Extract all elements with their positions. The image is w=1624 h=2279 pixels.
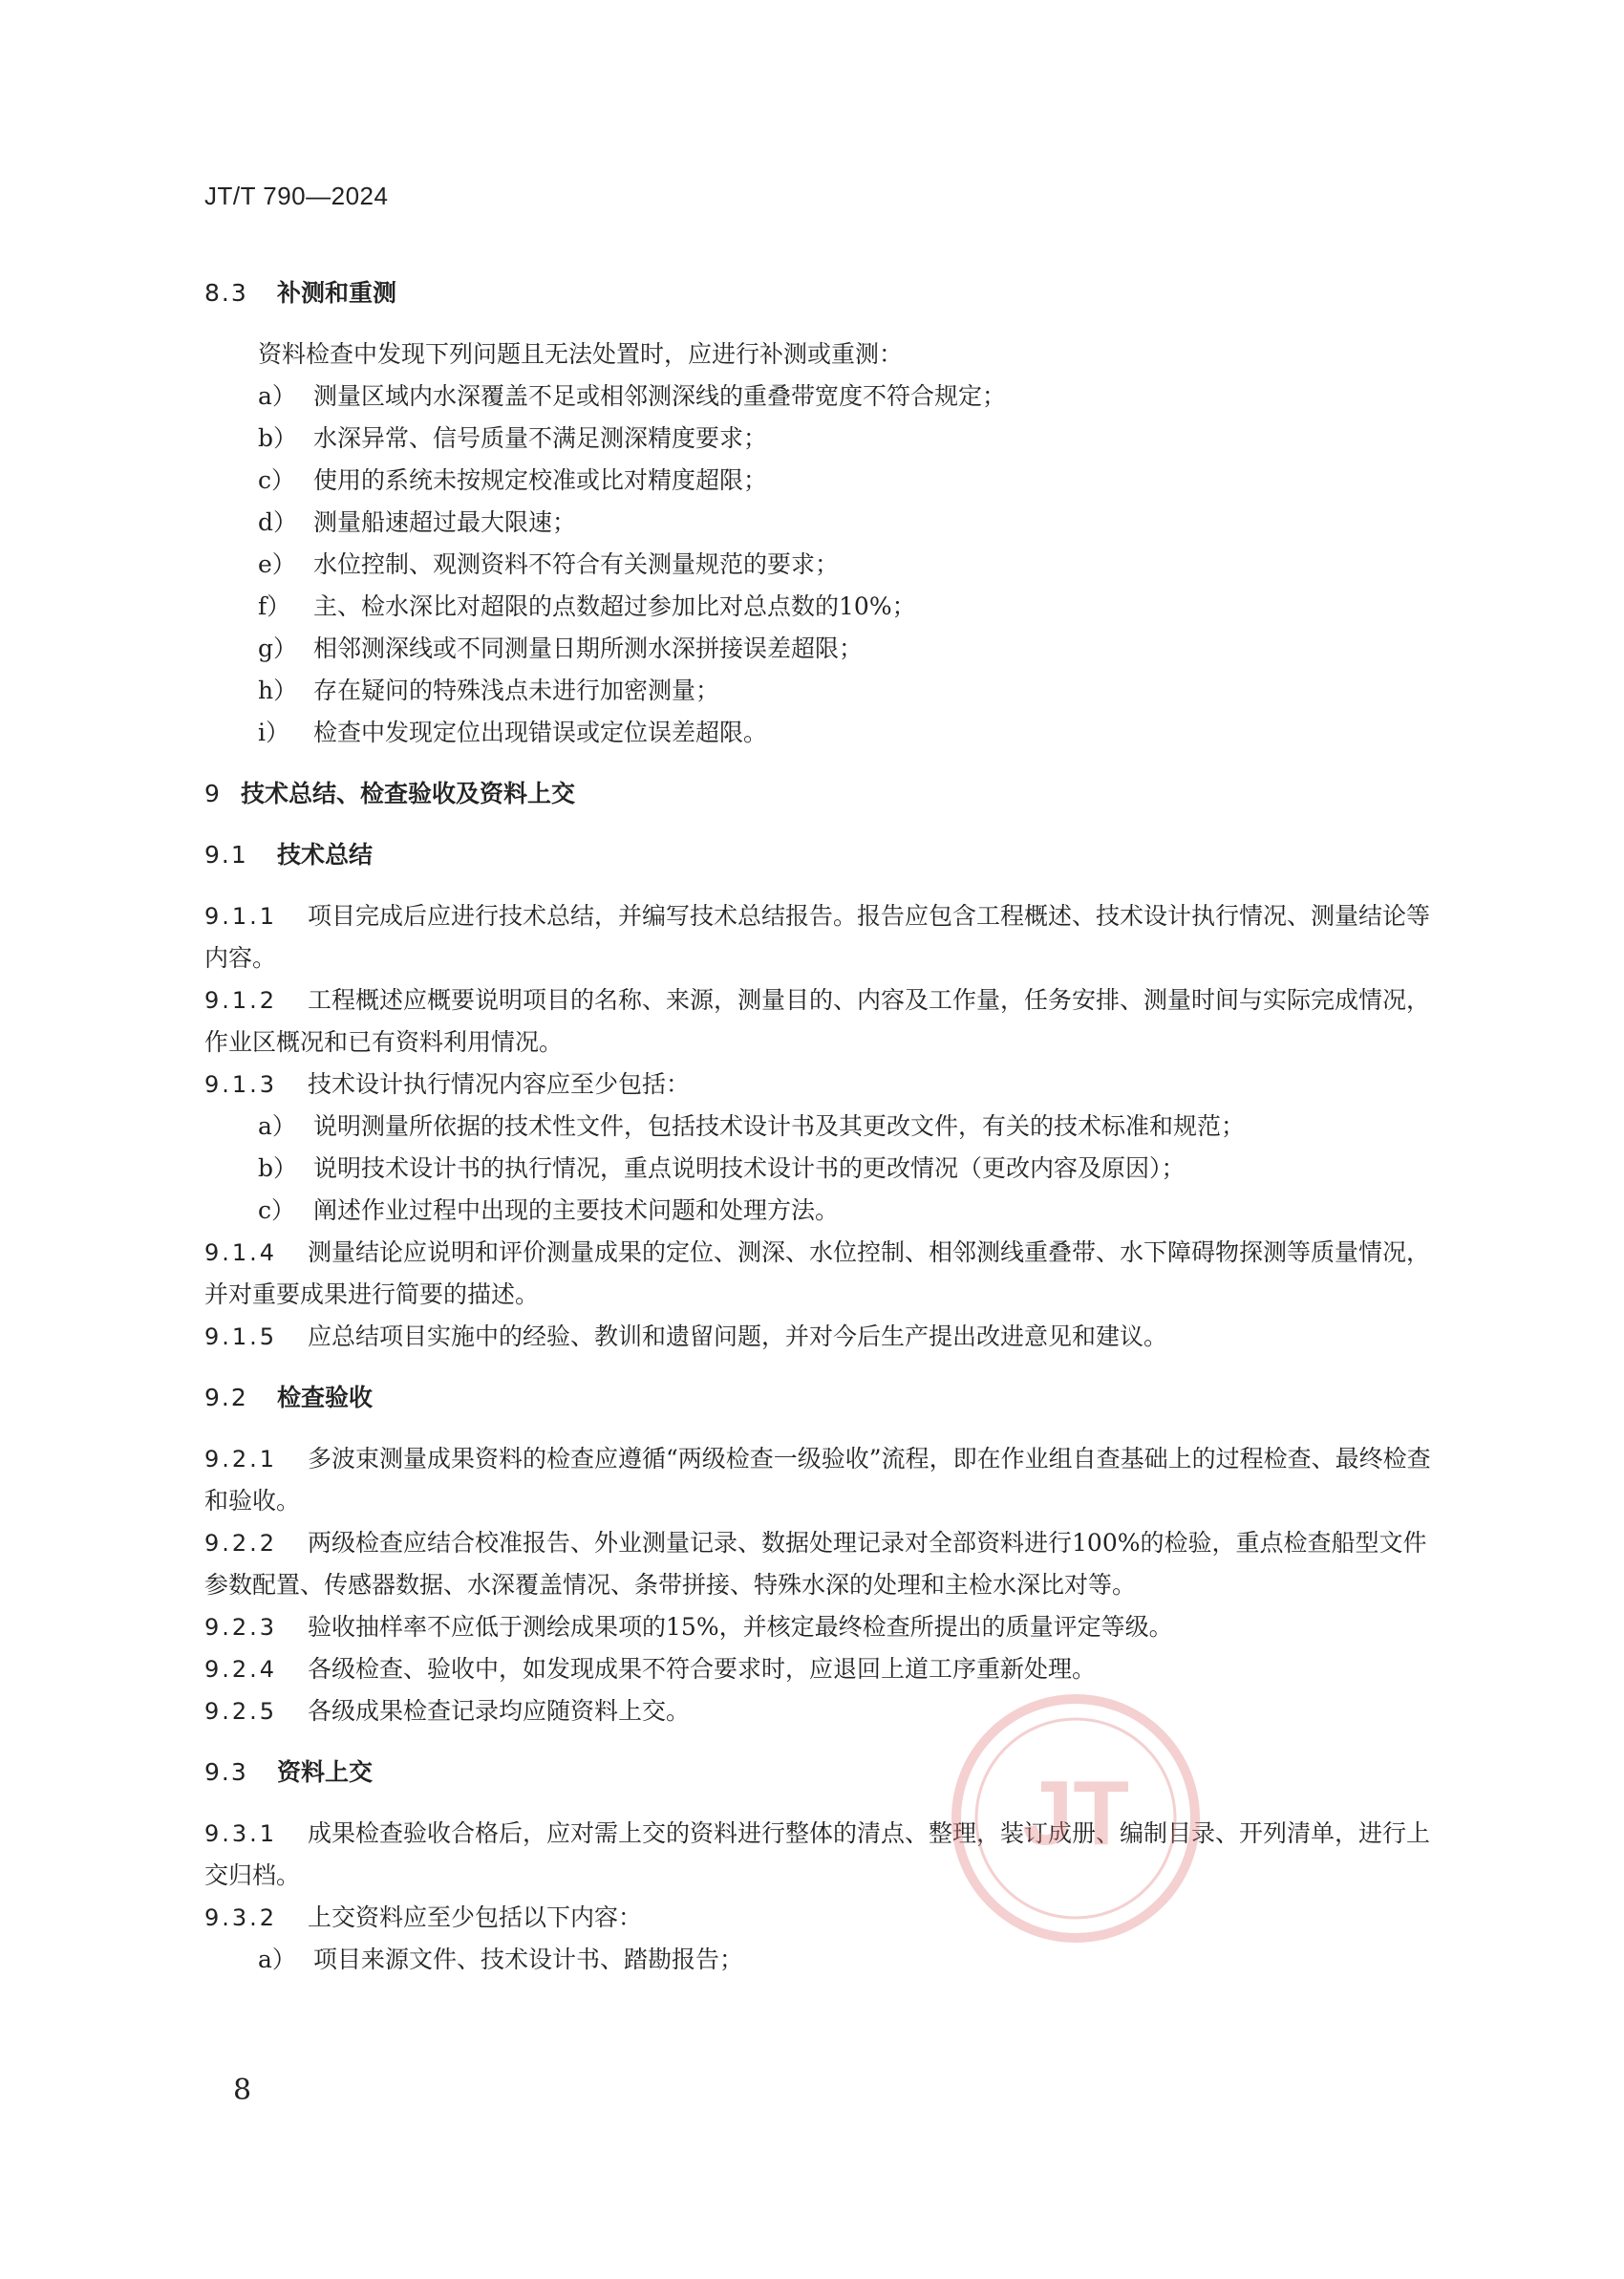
section-title: 资料上交 [277, 1758, 374, 1786]
list-item [204, 586, 1437, 628]
clause-text: 各级成果检查记录均应随资料上交。 [308, 1697, 691, 1725]
list-text: 水位控制、观测资料不符合有关测量规范的要求； [313, 550, 840, 578]
list-text: 使用的系统未按规定校准或比对精度超限； [313, 466, 768, 494]
list-text: 主、检水深比对超限的点数超过参加比对总点数的10%； [313, 592, 916, 620]
chapter-number: 9 [204, 780, 222, 807]
clause-text: 两级检查应结合校准报告、外业测量记录、数据处理记录对全部资料进行100%的检验，重点检查船型文件参数配置、传感器数据、水深覆盖情况、条带拼接、特殊水深的处理和主检水深比对等。 [204, 1529, 1427, 1599]
clause-number: 9.3.1 [204, 1820, 278, 1847]
clause-number: 9.1.4 [204, 1239, 278, 1266]
section-title: 补测和重测 [277, 279, 397, 307]
clause-number: 9.1.3 [204, 1071, 278, 1098]
stamp-lettering: JT [1021, 1762, 1130, 1864]
clause-number: 9.2.3 [204, 1614, 278, 1641]
list-item [204, 670, 1437, 712]
clause-9-2-2 [204, 1522, 1437, 1606]
section-heading-9-1 [204, 834, 1437, 876]
clause-9-2-3 [204, 1606, 1437, 1648]
list-marker: b） [258, 1154, 298, 1182]
clause-number: 9.2.2 [204, 1530, 278, 1557]
clause-number: 9.1.1 [204, 903, 278, 930]
chapter-title: 技术总结、检查验收及资料上交 [241, 780, 576, 807]
list-item [204, 712, 1437, 754]
list-text: 水深异常、信号质量不满足测深精度要求； [313, 424, 768, 452]
list-text: 项目来源文件、技术设计书、踏勘报告； [313, 1946, 744, 1973]
section-heading-8-3 [204, 272, 1437, 314]
list-marker: a） [258, 1112, 296, 1140]
list-text: 说明测量所依据的技术性文件，包括技术设计书及其更改文件，有关的技术标准和规范； [313, 1112, 1246, 1140]
list-marker: e） [258, 550, 296, 578]
clause-text: 工程概述应概要说明项目的名称、来源，测量目的、内容及工作量，任务安排、测量时间与实际完成情况，作业区概况和已有资料利用情况。 [204, 986, 1431, 1056]
list-text: 说明技术设计书的执行情况，重点说明技术设计书的更改情况（更改内容及原因）； [313, 1154, 1186, 1182]
clause-9-1-4 [204, 1232, 1437, 1316]
list-marker: a） [258, 382, 296, 410]
list-marker: i） [258, 719, 289, 746]
section-number: 8.3 [204, 279, 248, 307]
clause-9-3-2 [204, 1897, 1437, 1939]
clause-9-1-5 [204, 1316, 1437, 1358]
clause-number: 9.2.5 [204, 1698, 278, 1725]
jt-stamp-watermark [951, 1693, 1201, 1944]
list-text: 测量区域内水深覆盖不足或相邻测深线的重叠带宽度不符合规定； [313, 382, 1007, 410]
clause-9-1-2 [204, 979, 1437, 1064]
section-number: 9.1 [204, 841, 248, 869]
clause-number: 9.2.1 [204, 1446, 278, 1473]
list-item [204, 460, 1437, 502]
clause-text: 各级检查、验收中，如发现成果不符合要求时，应退回上道工序重新处理。 [308, 1655, 1097, 1683]
clause-9-2-5 [204, 1690, 1437, 1732]
list-item [204, 1190, 1437, 1232]
list-item [204, 1939, 1437, 1981]
list-marker: f） [258, 592, 291, 620]
list-text: 测量船速超过最大限速； [313, 508, 577, 536]
clause-9-2-4 [204, 1648, 1437, 1690]
list-item [204, 376, 1437, 418]
list-text: 阐述作业过程中出现的主要技术问题和处理方法。 [313, 1196, 840, 1224]
list-text: 存在疑问的特殊浅点未进行加密测量； [313, 677, 720, 704]
clause-text: 成果检查验收合格后，应对需上交的资料进行整体的清点、整理，装订成册、编制目录、开列清单，进行上交归档。 [204, 1819, 1431, 1889]
list-item [204, 1148, 1437, 1190]
list-item [204, 418, 1437, 460]
section-number: 9.2 [204, 1384, 248, 1411]
section-heading-9-3 [204, 1752, 1437, 1794]
clause-text: 测量结论应说明和评价测量成果的定位、测深、水位控制、相邻测线重叠带、水下障碍物探测等质量情况，并对重要成果进行简要的描述。 [204, 1238, 1431, 1308]
clause-text: 上交资料应至少包括以下内容： [308, 1903, 643, 1931]
section-title: 技术总结 [277, 841, 374, 869]
list-item [204, 544, 1437, 586]
list-text: 检查中发现定位出现错误或定位误差超限。 [313, 719, 768, 746]
list-marker: a） [258, 1946, 296, 1973]
clause-9-1-1 [204, 895, 1437, 979]
list-item [204, 628, 1437, 670]
clause-number: 9.1.2 [204, 987, 278, 1014]
list-item [204, 1106, 1437, 1148]
list-marker: g） [258, 634, 298, 662]
page-content [204, 272, 1437, 1981]
clause-9-2-1 [204, 1438, 1437, 1522]
section-intro: 资料检查中发现下列问题且无法处置时，应进行补测或重测： [258, 340, 904, 368]
section-title: 检查验收 [277, 1384, 374, 1411]
list-marker: b） [258, 424, 298, 452]
list-item [204, 502, 1437, 544]
section-heading-9-2 [204, 1377, 1437, 1419]
clause-text: 应总结项目实施中的经验、教训和遗留问题，并对今后生产提出改进意见和建议。 [308, 1322, 1168, 1350]
page-number: 8 [233, 2074, 252, 2107]
list-marker: c） [258, 1196, 296, 1224]
clause-9-3-1 [204, 1813, 1437, 1897]
list-marker: d） [258, 508, 298, 536]
clause-number: 9.3.2 [204, 1904, 278, 1931]
chapter-heading-9 [204, 773, 1437, 815]
clause-text: 验收抽样率不应低于测绘成果项的15%，并核定最终检查所提出的质量评定等级。 [308, 1613, 1173, 1641]
list-marker: h） [258, 677, 298, 704]
section-number: 9.3 [204, 1758, 248, 1786]
list-marker: c） [258, 466, 296, 494]
clause-text: 项目完成后应进行技术总结，并编写技术总结报告。报告应包含工程概述、技术设计执行情况、测量结论等内容。 [204, 902, 1431, 972]
clause-text: 多波束测量成果资料的检查应遵循“两级检查一级验收”流程，即在作业组自查基础上的过程检查、最终检查和验收。 [204, 1445, 1431, 1515]
list-text: 相邻测深线或不同测量日期所测水深拼接误差超限； [313, 634, 864, 662]
clause-number: 9.1.5 [204, 1323, 278, 1350]
document-id-header: JT/T 790—2024 [204, 182, 389, 210]
clause-9-1-3 [204, 1064, 1437, 1106]
clause-number: 9.2.4 [204, 1656, 278, 1683]
clause-text: 技术设计执行情况内容应至少包括： [308, 1070, 691, 1098]
